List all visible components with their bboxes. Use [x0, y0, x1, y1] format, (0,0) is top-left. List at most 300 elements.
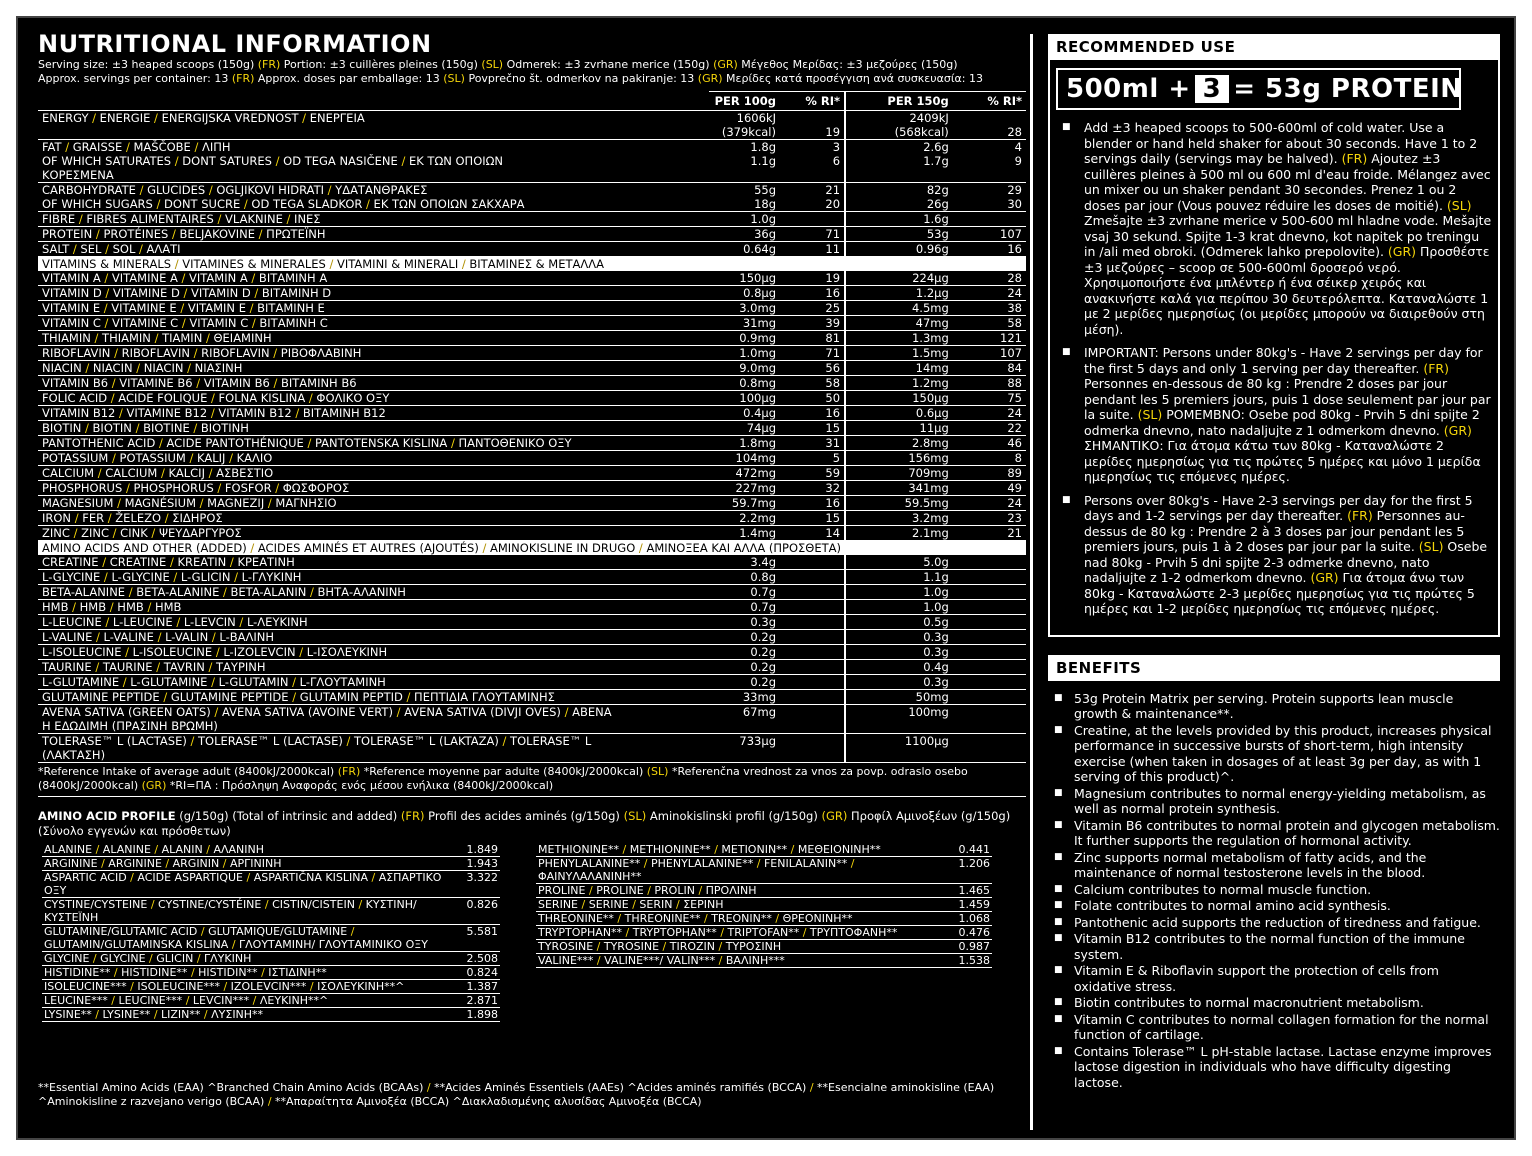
benefit-item: ■ Vitamin C contributes to normal collagen formation for the normal function of cartilage. [1048, 1012, 1500, 1043]
nutrient-label: BETA-ALANINE / BETA-ALANINE / BETA-ALANIN / ΒΗΤΑ-ΑΛΑΝΙΝΗ [38, 585, 709, 600]
per-100g-value: 0.8mg [709, 376, 780, 391]
amino-profile-row [42, 980, 500, 994]
ri-100g-value [780, 690, 845, 705]
nutrient-label: AVENA SATIVA (GREEN OATS) / AVENA SATIVA (AVOINE VERT) / AVENA SATIVA (DIVJI OVES) / ΑΒΕΝΑ Η ΕΔΩΔΙΜΗ (ΠΡΑΣΙΝΗ ΒΡΩΜΗ) [38, 705, 709, 734]
ri-150g-value [953, 645, 1026, 660]
nutrient-label: SALT / SEL / SOL / ΑΛΑΤΙ [38, 242, 709, 257]
amino-name: GLYCINE / GLYCINE / GLICIN / ΓΛΥΚΙΝΗ [42, 952, 456, 966]
ri-100g-value [780, 615, 845, 630]
nutrient-row [38, 421, 1026, 436]
nutrient-label: L-GLUTAMINE / L-GLUTAMINE / L-GLUTAMIN / L-ΓΛΟΥΤΑΜΙΝΗ [38, 675, 709, 690]
ri-100g-value: 3 6 [780, 140, 845, 183]
per-100g-value: 1.0g [709, 212, 780, 227]
ri-100g-value: 16 [780, 406, 845, 421]
per-100g-value: 0.2g [709, 660, 780, 675]
amino-profile-row [536, 912, 992, 926]
ri-100g-value: 81 [780, 331, 845, 346]
ri-150g-value: 4 9 [953, 140, 1026, 183]
per-150g-value: 709mg [845, 466, 953, 481]
ri-150g-value: 89 [953, 466, 1026, 481]
amino-profile-row [42, 871, 500, 898]
nutrient-row [38, 705, 1026, 734]
per-100g-value: 36g [709, 227, 780, 242]
nutrient-label: THIAMIN / THIAMIN / TIAMIN / ΘΕΙΑΜΙΝΗ [38, 331, 709, 346]
ri-150g-value: 84 [953, 361, 1026, 376]
per-100g-value: 1.4mg [709, 526, 780, 541]
amino-value: 0.824 [456, 966, 500, 980]
nutrient-row [38, 496, 1026, 511]
nutrient-row [38, 140, 1026, 183]
nutrient-label: BIOTIN / BIOTIN / BIOTINE / ΒΙΟΤΙΝΗ [38, 421, 709, 436]
per-150g-value: 53g [845, 227, 953, 242]
ri-150g-value [953, 212, 1026, 227]
nutrient-label: NIACIN / NIACIN / NIACIN / ΝΙΑΣΙΝΗ [38, 361, 709, 376]
ri-150g-value: 107 [953, 227, 1026, 242]
ri-100g-value: 14 [780, 526, 845, 541]
ri-150g-value: 29 30 [953, 183, 1026, 212]
nutrient-row [38, 242, 1026, 257]
per-150g-value: 0.4g [845, 660, 953, 675]
recommended-use-item: ■ IMPORTANT: Persons under 80kg's - Have 2 servings per day for the first 5 days and only 1 serving per day thereafter. (FR) Personnes en-dessous de 80 kg : Prendre 2 doses par jour pendant les 5 premiers jours, puis 1 dose seulement par jour par la suite. (SL) POMEMBNO: Osebe pod 80kg - Prvih 5 dni spijte 2 odmerka dnevno, nato nadaljujte z 1 odmerkom dnevno. (GR) ΣΗΜΑΝΤΙΚΟ: Για άτομα κάτω των 80kg - Καταναλώστε 2 μερίδες ημερησίως για τις πρώτες 5 ημέρες και μόνο 1 μερίδα ημερησίως τις επόμενες ημέρες. [1056, 345, 1492, 485]
nutrient-label: PROTEIN / PROTÉINES / BELJAKOVINE / ΠΡΩΤΕΪΝΗ [38, 227, 709, 242]
nutrient-row [38, 331, 1026, 346]
promo-protein: = 53g PROTEIN [1233, 74, 1463, 104]
header-ri-100g: % RI* [780, 92, 845, 111]
reference-intake-footnote: *Reference Intake of average adult (8400kJ/2000kcal) (FR) *Reference moyenne par adulte (8400kJ/2000kcal) (SL) *Referenčna vrednost za vnos za povp. odraslo osebo (8400kJ/2000kcal) (GR) *RI=ΠΑ : Πρόσληψη Αναφοράς ενός μέσου ενήλικα (8400kJ/2000kcal) [38, 765, 1026, 797]
ri-100g-value: 39 [780, 316, 845, 331]
ri-100g-value [780, 660, 845, 675]
per-100g-value: 1.8g 1.1g [709, 140, 780, 183]
ri-100g-value: 71 [780, 227, 845, 242]
nutrient-row [38, 301, 1026, 316]
nutrient-row [38, 660, 1026, 675]
ri-100g-value: 58 [780, 376, 845, 391]
ri-150g-value: 58 [953, 316, 1026, 331]
ri-150g-value: 107 [953, 346, 1026, 361]
per-100g-value: 0.7g [709, 585, 780, 600]
per-100g-value: 0.4µg [709, 406, 780, 421]
per-150g-value: 156mg [845, 451, 953, 466]
ri-100g-value: 56 [780, 361, 845, 376]
amino-acid-profile [38, 843, 1026, 1073]
ri-100g-value [780, 645, 845, 660]
per-150g-value: 1.0g [845, 600, 953, 615]
nutrient-label: CALCIUM / CALCIUM / KALCIJ / ΑΣΒΕΣΤΙΟ [38, 466, 709, 481]
nutrient-row [38, 316, 1026, 331]
ri-150g-value: 21 [953, 526, 1026, 541]
per-100g-value: 100µg [709, 391, 780, 406]
per-150g-value: 11µg [845, 421, 953, 436]
per-150g-value: 3.2mg [845, 511, 953, 526]
ri-100g-value: 19 [780, 271, 845, 286]
per-100g-value: 1.0mg [709, 346, 780, 361]
benefit-item: ■ 53g Protein Matrix per serving. Protein supports lean muscle growth & maintenance**. [1048, 691, 1500, 722]
ri-100g-value [780, 570, 845, 585]
recommended-use-box [1048, 60, 1500, 637]
amino-name: THREONINE** / THREONINE** / TREONIN** / ΘΡΕΟΝΙΝΗ** [536, 912, 948, 926]
per-150g-value: 2.1mg [845, 526, 953, 541]
nutrient-row [38, 466, 1026, 481]
header-per-150g: PER 150g [845, 92, 953, 111]
amino-value: 1.898 [456, 1008, 500, 1022]
benefit-item: ■ Vitamin E & Riboflavin support the protection of cells from oxidative stress. [1048, 963, 1500, 994]
ri-100g-value: 59 [780, 466, 845, 481]
nutrient-row [38, 555, 1026, 570]
amino-value: 1.206 [948, 857, 992, 884]
amino-profile-row [42, 925, 500, 952]
nutrient-label: MAGNESIUM / MAGNÉSIUM / MAGNEZIJ / ΜΑΓΝΗΣΙΟ [38, 496, 709, 511]
amino-value: 0.476 [948, 926, 992, 940]
per-100g-value: 0.9mg [709, 331, 780, 346]
amino-acid-profile-title: AMINO ACID PROFILE (g/150g) (Total of intrinsic and added) (FR) Profil des acides aminés (g/150g) (SL) Aminokislinski profil (g/150g) (GR) Προφίλ Αμινοξέων (g/150g) (Σύνολο εγγενών και πρόσθετων) [38, 809, 1011, 838]
nutrition-table-header [38, 92, 1026, 111]
benefit-item: ■ Magnesium contributes to normal energy-yielding metabolism, as well as normal protein synthesis. [1048, 786, 1500, 817]
nutrient-label: HMB / HMB / HMB / HMB [38, 600, 709, 615]
ri-150g-value [953, 570, 1026, 585]
benefits-heading: BENEFITS [1048, 655, 1500, 681]
nutrient-label: TOLERASE™ L (LACTASE) / TOLERASE™ L (LACTASE) / TOLERASE™ L (LAKTAZA) / TOLERASE™ L (ΛΑΚΤΑΣΗ) [38, 734, 709, 763]
per-150g-value: 1.2µg [845, 286, 953, 301]
ri-100g-value: 50 [780, 391, 845, 406]
per-150g-value: 1100µg [845, 734, 953, 763]
ri-100g-value [780, 675, 845, 690]
nutrient-row [38, 406, 1026, 421]
recommended-use-item: ■ Persons over 80kg's - Have 2-3 servings per day for the first 5 days and 1-2 servings per day thereafter. (FR) Personnes au-dessus de 80 kg : Prendre 2 à 3 doses par jour pendant les 5 premiers jours, puis 1 à 2 doses par jour par la suite. (SL) Osebe nad 80kg - Prvih 5 dni spijte 2-3 odmerke dnevno, nato nadaljujte z 1-2 odmerkom dnevno. (GR) Για άτομα άνω των 80kg - Καταναλώστε 2-3 μερίδες ημερησίως για τις πρώτες 5 ημέρες και 1-2 μερίδες ημερησίως τις επόμενες ημέρες. [1056, 493, 1492, 617]
benefit-item: ■ Zinc supports normal metabolism of fatty acids, and the maintenance of normal testosterone levels in the blood. [1048, 850, 1500, 881]
nutrient-row [38, 630, 1026, 645]
page-title: NUTRITIONAL INFORMATION [38, 30, 432, 58]
nutrient-row [38, 615, 1026, 630]
nutrient-row [38, 511, 1026, 526]
nutrition-column [38, 30, 1026, 1109]
ri-150g-value: 16 [953, 242, 1026, 257]
usage-column [1048, 34, 1500, 1091]
ri-150g-value: 28 [953, 271, 1026, 286]
nutrient-label: L-VALINE / L-VALINE / L-VALIN / L-ΒΑΛΙΝΗ [38, 630, 709, 645]
servings-per-container-line: Approx. servings per container: 13 (FR) Approx. doses par emballage: 13 (SL) Povprečno št. odmerkov na pakiranje: 13 (GR) Μερίδες κατά προσέγγιση ανά συσκευασία: 13 [38, 72, 983, 85]
per-100g-value: 227mg [709, 481, 780, 496]
benefit-item: ■ Vitamin B12 contributes to the normal function of the immune system. [1048, 931, 1500, 962]
amino-profile-row [42, 1008, 500, 1022]
per-150g-value: 0.3g [845, 675, 953, 690]
nutrient-label: PHOSPHORUS / PHOSPHORUS / FOSFOR / ΦΩΣΦΟΡΟΣ [38, 481, 709, 496]
amino-value: 1.943 [456, 857, 500, 871]
nutrient-row [38, 391, 1026, 406]
ri-150g-value [953, 555, 1026, 570]
amino-name: LEUCINE*** / LEUCINE*** / LEVCIN*** / ΛΕΥΚΙΝΗ**^ [42, 994, 456, 1008]
per-100g-value: 733µg [709, 734, 780, 763]
ri-150g-value [953, 675, 1026, 690]
ri-100g-value [780, 630, 845, 645]
amino-value: 1.465 [948, 884, 992, 898]
nutrient-row [38, 257, 1026, 272]
amino-name: ASPARTIC ACID / ACIDE ASPARTIQUE / ASPARTIČNA KISLINA / ΑΣΠΑΡΤΙΚΟ ΟΞΥ [42, 871, 456, 898]
ri-150g-value: 24 [953, 406, 1026, 421]
amino-name: LYSINE** / LYSINE** / LIZIN** / ΛΥΣΙΝΗ** [42, 1008, 456, 1022]
amino-value: 1.538 [948, 954, 992, 968]
per-100g-value: 104mg [709, 451, 780, 466]
nutrient-row [38, 526, 1026, 541]
amino-value: 1.387 [456, 980, 500, 994]
per-150g-value: 0.5g [845, 615, 953, 630]
benefit-item: ■ Creatine, at the levels provided by this product, increases physical performance in successive bursts of short-term, high intensity exercise (when taken in dosages of at least 3g per day, as with 1 serving of this product)^. [1048, 723, 1500, 785]
header-per-100g: PER 100g [709, 92, 780, 111]
ri-100g-value [780, 600, 845, 615]
per-150g-value: 4.5mg [845, 301, 953, 316]
recommended-use-list [1056, 120, 1492, 617]
per-100g-value: 33mg [709, 690, 780, 705]
amino-profile-row [536, 843, 992, 857]
amino-name: TRYPTOPHAN** / TRYPTOPHAN** / TRIPTOFAN** / ΤΡΥΠΤΟΦΑΝΗ** [536, 926, 948, 940]
per-100g-value: 0.8µg [709, 286, 780, 301]
nutrient-label: VITAMIN E / VITAMINE E / VITAMIN E / ΒΙΤΑΜΙΝΗ Ε [38, 301, 709, 316]
nutrient-label: VITAMIN A / VITAMINE A / VITAMIN A / ΒΙΤΑΜΙΝΗ Α [38, 271, 709, 286]
nutrient-row [38, 271, 1026, 286]
nutrient-row [38, 541, 1026, 556]
amino-value: 5.581 [456, 925, 500, 952]
ri-100g-value [780, 212, 845, 227]
nutrient-row [38, 451, 1026, 466]
benefit-item: ■ Vitamin B6 contributes to normal protein and glycogen metabolism. It further supports the regulation of hormonal activity. [1048, 818, 1500, 849]
nutrient-label: L-GLYCINE / L-GLYCINE / L-GLICIN / L-ΓΛΥΚΙΝΗ [38, 570, 709, 585]
amino-profile-row [536, 926, 992, 940]
recommended-use-item: ■ Add ±3 heaped scoops to 500-600ml of cold water. Use a blender or hand held shaker for about 30 seconds. Have 1 to 2 servings daily (servings may be halved). (FR) Ajoutez ±3 cuillères pleines à 500 ml ou 600 ml d'eau froide. Mélangez avec un mixer ou un shaker pendant 30 secondes. Prenez 1 ou 2 doses par jour (Vous pouvez réduire les doses de moitié). (SL) Zmešajte ±3 zvrhane merice v 500-600 ml hladne vode. Mešajte vsaj 30 sekund. Spijte 1-3 krat dnevno, kot napitek po treningu in /ali med obroki. (Odmerek lahko prepolovite). (GR) Προσθέστε ±3 μεζούρες – scoop σε 500-600ml δροσερό νερό. Χρησιμοποιήστε ένα μπλέντερ ή ένα σέικερ χειρός και ανακινήστε καλά για περίπου 30 δευτερόλεπτα. Καταναλώστε 1 με 2 μερίδες ημερησίως (οι μερίδες μπορούν να διαιρεθούν στη μέση). [1056, 120, 1492, 337]
scoop-count-badge: 3 [1195, 75, 1230, 103]
per-150g-value: 0.6µg [845, 406, 953, 421]
per-150g-value: 2.8mg [845, 436, 953, 451]
amino-profile-table-left [42, 843, 500, 1022]
per-150g-value: 1.1g [845, 570, 953, 585]
per-150g-value: 0.96g [845, 242, 953, 257]
amino-value: 0.441 [948, 843, 992, 857]
ri-100g-value: 16 [780, 286, 845, 301]
amino-name: ARGININE / ARGININE / ARGININ / ΑΡΓΙΝΙΝΗ [42, 857, 456, 871]
amino-name: TYROSINE / TYROSINE / TIROZIN / ΤΥΡΟΣΙΝΗ [536, 940, 948, 954]
amino-name: HISTIDINE** / HISTIDINE** / HISTIDIN** / ΙΣΤΙΔΙΝΗ** [42, 966, 456, 980]
per-150g-value: 1.0g [845, 585, 953, 600]
ri-150g-value [953, 734, 1026, 763]
per-150g-value: 150µg [845, 391, 953, 406]
per-150g-value: 59.5mg [845, 496, 953, 511]
nutrient-label: L-LEUCINE / L-LEUCINE / L-LEVCIN / L-ΛΕΥΚΙΝΗ [38, 615, 709, 630]
ri-150g-value: 8 [953, 451, 1026, 466]
per-100g-value: 2.2mg [709, 511, 780, 526]
ri-100g-value [780, 705, 845, 734]
nutrient-label: ZINC / ZINC / CINK / ΨΕΥΔΑΡΓΥΡΟΣ [38, 526, 709, 541]
column-divider [1030, 34, 1033, 1130]
nutrient-row [38, 734, 1026, 763]
nutrient-label: GLUTAMINE PEPTIDE / GLUTAMINE PEPTIDE / GLUTAMIN PEPTID / ΠΕΠΤΙΔΙΑ ΓΛΟΥΤΑΜΙΝΗΣ [38, 690, 709, 705]
ri-150g-value: 75 [953, 391, 1026, 406]
benefit-item: ■ Folate contributes to normal amino acid synthesis. [1048, 898, 1500, 914]
ri-100g-value: 25 [780, 301, 845, 316]
per-150g-value: 47mg [845, 316, 953, 331]
per-100g-value: 0.2g [709, 675, 780, 690]
amino-name: CYSTINE/CYSTEINE / CYSTINE/CYSTÉINE / CISTIN/CISTEIN / ΚΥΣΤΙΝΗ/ΚΥΣΤΕΪΝΗ [42, 898, 456, 925]
ri-100g-value: 5 [780, 451, 845, 466]
nutrient-label: IRON / FER / ŽELEZO / ΣΙΔΗΡΟΣ [38, 511, 709, 526]
amino-profile-row [536, 898, 992, 912]
serving-size-line: Serving size: ±3 heaped scoops (150g) (FR) Portion: ±3 cuillères pleines (150g) (SL) Odmerek: ±3 zvrhane merice (150g) (GR) Μέγεθος Μερίδας: ±3 μεζούρες (150g) [38, 58, 958, 71]
per-100g-value: 74µg [709, 421, 780, 436]
ri-150g-value: 46 [953, 436, 1026, 451]
per-150g-value: 50mg [845, 690, 953, 705]
per-100g-value: 67mg [709, 705, 780, 734]
per-150g-value: 5.0g [845, 555, 953, 570]
nutrition-table-body [38, 111, 1026, 763]
per-100g-value: 0.2g [709, 630, 780, 645]
per-100g-value: 0.64g [709, 242, 780, 257]
nutrient-label: CARBOHYDRATE / GLUCIDES / OGLJIKOVI HIDRATI / ΥΔΑΤΑΝΘΡΑΚΕΣ OF WHICH SUGARS / DONT SUCRE / OD TEGA SLADKOR / ΕΚ ΤΩΝ ΟΠΟΙΩΝ ΣΑΚΧΑΡΑ [38, 183, 709, 212]
nutrient-label: VITAMIN B12 / VITAMINE B12 / VITAMIN B12 / ΒΙΤΑΜΙΝΗ Β12 [38, 406, 709, 421]
nutrient-label: L-ISOLEUCINE / L-ISOLEUCINE / L-IZOLEVCIN / L-ΙΣΟΛΕΥΚΙΝΗ [38, 645, 709, 660]
nutrient-label: PANTOTHENIC ACID / ACIDE PANTOTHÉNIQUE / PANTOTENSKA KISLINA / ΠΑΝΤΟΘΕΝΙΚΟ ΟΞΥ [38, 436, 709, 451]
ri-100g-value: 15 [780, 421, 845, 436]
nutrient-row [38, 570, 1026, 585]
ri-100g-value: 32 [780, 481, 845, 496]
amino-value: 1.068 [948, 912, 992, 926]
benefits-list [1048, 691, 1500, 1091]
amino-value: 0.826 [456, 898, 500, 925]
amino-profile-row [536, 954, 992, 968]
amino-profile-row [42, 966, 500, 980]
ri-150g-value: 22 [953, 421, 1026, 436]
amino-value: 3.322 [456, 871, 500, 898]
per-150g-value: 224µg [845, 271, 953, 286]
per-100g-value: 3.4g [709, 555, 780, 570]
per-150g-value: 100mg [845, 705, 953, 734]
per-100g-value: 150µg [709, 271, 780, 286]
amino-name: ALANINE / ALANINE / ALANIN / ΑΛΑΝΙΝΗ [42, 843, 456, 857]
per-150g-value: 1.3mg [845, 331, 953, 346]
per-100g-value: 0.8g [709, 570, 780, 585]
protein-promo [1056, 68, 1461, 110]
nutrient-label: VITAMIN D / VITAMINE D / VITAMIN D / ΒΙΤΑΜΙΝΗ D [38, 286, 709, 301]
ri-100g-value [780, 734, 845, 763]
amino-value: 0.987 [948, 940, 992, 954]
vitamins-section-header: VITAMINS & MINERALS / VITAMINES & MINERALES / VITAMINI & MINERALI / ΒΙΤΑΜΙΝΕΣ & ΜΕΤΑΛΛΑ [38, 257, 1026, 272]
per-100g-value: 0.2g [709, 645, 780, 660]
ri-150g-value [953, 705, 1026, 734]
amino-value: 2.871 [456, 994, 500, 1008]
ri-150g-value [953, 630, 1026, 645]
nutrient-label: FOLIC ACID / ACIDE FOLIQUE / FOLNA KISLINA / ΦΟΛΙΚΟ ΟΞΥ [38, 391, 709, 406]
per-150g-value: 1.5mg [845, 346, 953, 361]
per-100g-value: 55g 18g [709, 183, 780, 212]
per-150g-value: 341mg [845, 481, 953, 496]
nutrient-row [38, 346, 1026, 361]
per-150g-value: 1.6g [845, 212, 953, 227]
per-150g-value: 14mg [845, 361, 953, 376]
ri-150g-value [953, 660, 1026, 675]
ri-150g-value [953, 615, 1026, 630]
nutrient-label: VITAMIN B6 / VITAMINE B6 / VITAMIN B6 / ΒΙΤΑΜΙΝΗ Β6 [38, 376, 709, 391]
nutrient-row [38, 111, 1026, 140]
per-100g-value: 472mg [709, 466, 780, 481]
per-100g-value: 1.8mg [709, 436, 780, 451]
per-100g-value: 0.7g [709, 600, 780, 615]
amino-profile-row [42, 994, 500, 1008]
amino-profile-row [42, 898, 500, 925]
ri-150g-value: 24 [953, 496, 1026, 511]
nutrient-row [38, 212, 1026, 227]
nutrient-row [38, 675, 1026, 690]
benefit-item: ■ Contains Tolerase™ L pH-stable lactase. Lactase enzyme improves lactose digestion in individuals who have difficulty digesting lactose. [1048, 1044, 1500, 1091]
ri-100g-value: 16 [780, 496, 845, 511]
per-100g-value: 9.0mg [709, 361, 780, 376]
amino-profile-row [42, 952, 500, 966]
header-ri-150g: % RI* [953, 92, 1026, 111]
amino-value: 2.508 [456, 952, 500, 966]
per-150g-value: 82g 26g [845, 183, 953, 212]
ri-100g-value [780, 555, 845, 570]
ri-100g-value: 71 [780, 346, 845, 361]
ri-150g-value: 121 [953, 331, 1026, 346]
ri-150g-value: 23 [953, 511, 1026, 526]
nutrient-row [38, 227, 1026, 242]
nutrient-row [38, 436, 1026, 451]
amino-name: SERINE / SERINE / SERIN / ΣΕΡΙΝΗ [536, 898, 948, 912]
amino-name: METHIONINE** / METHIONINE** / METIONIN** / ΜΕΘΕΙΟΝΙΝΗ** [536, 843, 948, 857]
per-150g-value: 1.2mg [845, 376, 953, 391]
ri-150g-value [953, 690, 1026, 705]
nutrient-row [38, 585, 1026, 600]
benefit-item: ■ Calcium contributes to normal muscle function. [1048, 882, 1500, 898]
nutrient-label: CREATINE / CREATINE / KREATIN / ΚΡΕΑΤΙΝΗ [38, 555, 709, 570]
amino-name: VALINE*** / VALINE***/ VALIN*** / ΒΑΛΙΝΗ*** [536, 954, 948, 968]
amino-name: GLUTAMINE/GLUTAMIC ACID / GLUTAMIQUE/GLUTAMINE / GLUTAMIN/GLUTAMINSKA KISLINA / ΓΛΟΥΤΑΜΙΝΗ/ ΓΛΟΥΤΑΜΙΝΙΚΟ ΟΞΥ [42, 925, 456, 952]
per-150g-value: 0.3g [845, 630, 953, 645]
recommended-use-heading: RECOMMENDED USE [1048, 34, 1500, 60]
nutrient-row [38, 645, 1026, 660]
nutrient-label: FIBRE / FIBRES ALIMENTAIRES / VLAKNINE / ΙΝΕΣ [38, 212, 709, 227]
ri-150g-value: 49 [953, 481, 1026, 496]
per-100g-value: 1606kJ (379kcal) [709, 111, 780, 140]
nutrient-label: POTASSIUM / POTASSIUM / KALIJ / ΚΑΛΙΟ [38, 451, 709, 466]
ri-100g-value [780, 585, 845, 600]
nutrient-row [38, 286, 1026, 301]
amino-legend: **Essential Amino Acids (EAA) ^Branched Chain Amino Acids (BCAAs) / **Acides Aminés Essentiels (AAEs) ^Acides aminés ramifiés (BCCA) / **Esencialne aminokisline (EAA) ^Aminokisline z razvejano verigo (BCAA) / **Απαραίτητα Αμινοξέα (BCCA) ^Διακλαδισμένης αλυσίδας Αμινοξέα (BCCA) [38, 1081, 995, 1108]
ri-150g-value: 88 [953, 376, 1026, 391]
ri-100g-value: 19 [780, 111, 845, 140]
nutrient-row [38, 183, 1026, 212]
per-150g-value: 2409kJ (568kcal) [845, 111, 953, 140]
ri-100g-value: 31 [780, 436, 845, 451]
nutrient-row [38, 600, 1026, 615]
amino-profile-row [536, 884, 992, 898]
nutrient-row [38, 481, 1026, 496]
per-150g-value: 0.3g [845, 645, 953, 660]
amino-profile-row [536, 940, 992, 954]
label-panel [16, 16, 1516, 1140]
per-100g-value: 0.3g [709, 615, 780, 630]
nutrient-label: FAT / GRAISSE / MAŠČOBE / ΛΙΠΗ OF WHICH SATURATES / DONT SATURES / OD TEGA NASIČENE / ΕΚ ΤΩΝ ΟΠΟΙΩΝ ΚΟΡΕΣΜΕΝΑ [38, 140, 709, 183]
amino-value: 1.459 [948, 898, 992, 912]
amino-name: PHENYLALANINE** / PHENYLALANINE** / FENILALANIN** / ΦΑΙΝΥΛΑΛΑΝΙΝΗ** [536, 857, 948, 884]
amino-section-header: AMINO ACIDS AND OTHER (ADDED) / ACIDES AMINÉS ET AUTRES (AJOUTÉS) / AMINOKISLINE IN DRUGO / ΑΜΙΝΟΞΕΑ ΚΑΙ ΑΛΛΑ (ΠΡΟΣΘΕΤΑ) [38, 541, 1026, 556]
nutrient-row [38, 690, 1026, 705]
benefit-item: ■ Biotin contributes to normal macronutrient metabolism. [1048, 995, 1500, 1011]
nutrient-label: TAURINE / TAURINE / TAVRIN / ΤΑΥΡΙΝΗ [38, 660, 709, 675]
ri-150g-value [953, 585, 1026, 600]
amino-profile-table-right [536, 843, 992, 968]
nutrition-table [38, 91, 1026, 763]
nutrient-row [38, 361, 1026, 376]
per-100g-value: 3.0mg [709, 301, 780, 316]
ri-100g-value: 15 [780, 511, 845, 526]
ri-150g-value: 28 [953, 111, 1026, 140]
nutrient-row [38, 376, 1026, 391]
